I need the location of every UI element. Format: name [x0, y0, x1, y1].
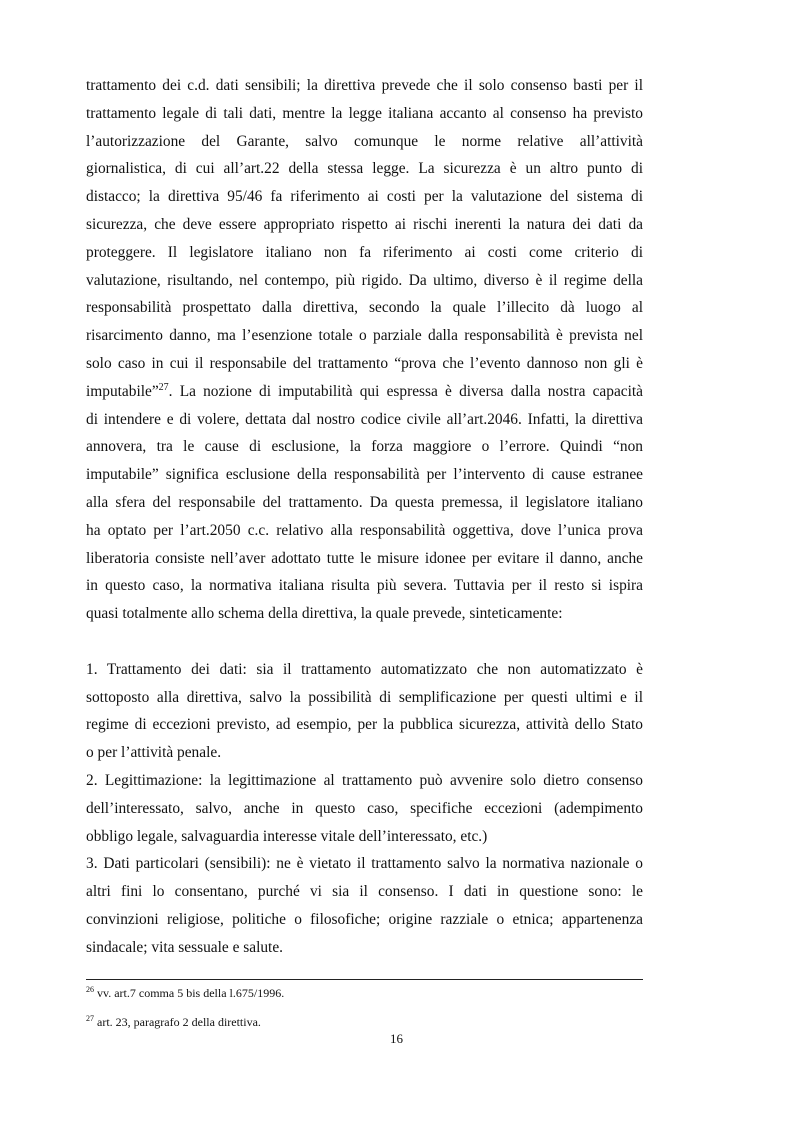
body-text — [86, 72, 643, 962]
footnote-text: art. 23, paragrafo 2 della direttiva. — [94, 1015, 261, 1029]
text-line-with-footnote — [86, 378, 643, 406]
text-line: ha optato per l’art.2050 c.c. relativo alla responsabilità oggettiva, dove l’unica prova — [86, 521, 643, 539]
text-line: responsabilità prospettato dalla direttiva, secondo la quale l’illecito dà luogo al — [86, 299, 643, 317]
text-line: liberatoria consiste nell’aver adottato tutte le misure idonee per evitare il danno, anche — [86, 549, 643, 567]
footnote-27 — [86, 1014, 261, 1030]
text-line: risarcimento danno, ma l’esenzione totale o parziale dalla responsabilità è prevista nel — [86, 327, 643, 345]
footnote-mark: 26 — [86, 985, 94, 994]
text-line: valutazione, risultando, nel contempo, più rigido. Da ultimo, diverso è il regime della — [86, 271, 643, 289]
text-line: alla sfera del responsabile del trattamento. Da questa premessa, il legislatore italiano — [86, 493, 643, 511]
text-line: convinzioni religiose, politiche o filosofiche; origine razziale o etnica; appartenenza — [86, 910, 643, 928]
text-line: o per l’attività penale. — [86, 744, 222, 762]
text-line: giornalistica, di cui all’art.22 della stessa legge. La sicurezza è un altro punto di — [86, 160, 643, 178]
text-line: regime di eccezioni previsto, ad esempio, per la pubblica sicurezza, attività dello Stato — [86, 716, 643, 734]
text-line: proteggere. Il legislatore italiano non fa riferimento ai costi come criterio di — [86, 243, 643, 261]
text-line: trattamento dei c.d. dati sensibili; la direttiva prevede che il solo consenso basti per il — [86, 77, 643, 94]
text-line: 3. Dati particolari (sensibili): ne è vietato il trattamento salvo la normativa nazionale o — [86, 855, 643, 873]
footnote-separator — [86, 979, 643, 980]
text-line: solo caso in cui il responsabile del trattamento “prova che l’evento dannoso non gli è — [86, 354, 643, 372]
text-line: 2. Legittimazione: la legittimazione al trattamento può avvenire solo dietro consenso — [86, 771, 643, 789]
text-line: sicurezza, che deve essere appropriato rispetto ai rischi inerenti la natura dei dati da — [86, 215, 643, 233]
paragraph-gap — [86, 628, 643, 656]
text-line: di intendere e di volere, dettata dal nostro codice civile all’art.2046. Infatti, la direttiva — [86, 410, 643, 428]
text-line: trattamento legale di tali dati, mentre la legge italiana accanto al consenso ha previsto — [86, 104, 643, 122]
text-line: in questo caso, la normativa italiana risulta più severa. Tuttavia per il resto si ispira — [86, 577, 643, 595]
text-segment: imputabile” — [86, 382, 159, 400]
text-line: distacco; la direttiva 95/46 fa riferimento ai costi per la valutazione del sistema di — [86, 188, 643, 206]
text-line: sindacale; vita sessuale e salute. — [86, 938, 284, 956]
text-segment: . La nozione di imputabilità qui espressa è diversa dalla nostra capacità — [168, 382, 643, 400]
text-line: imputabile” significa esclusione della responsabilità per l’intervento di cause estranee — [86, 466, 643, 484]
list-item — [86, 767, 643, 850]
footnote-26 — [86, 985, 284, 1001]
footnote-reference-27[interactable]: 27 — [158, 381, 169, 393]
footnote-mark: 27 — [86, 1014, 94, 1023]
footnote-text: vv. art.7 comma 5 bis della l.675/1996. — [94, 986, 285, 1000]
text-line: sottoposto alla direttiva, salvo la possibilità di semplificazione per questi ultimi e il — [86, 688, 643, 706]
text-line: quasi totalmente allo schema della direttiva, la quale prevede, sinteticamente: — [86, 605, 563, 623]
page-number: 16 — [390, 1031, 403, 1046]
text-line: annovera, tra le cause di esclusione, la forza maggiore o l’errore. Quindi “non — [86, 438, 643, 456]
text-line: dell’interessato, salvo, anche in questo caso, specifiche eccezioni (adempimento — [86, 799, 643, 817]
text-line: 1. Trattamento dei dati: sia il trattamento automatizzato che non automatizzato è — [86, 660, 643, 678]
list-item — [86, 850, 643, 961]
list-item — [86, 656, 643, 767]
text-line: l’autorizzazione del Garante, salvo comunque le norme relative all’attività — [86, 132, 643, 150]
text-line: altri fini lo consentano, purché vi sia il consenso. I dati in questione sono: le — [86, 883, 643, 901]
text-line: obbligo legale, salvaguardia interesse vitale dell’interessato, etc.) — [86, 827, 488, 845]
